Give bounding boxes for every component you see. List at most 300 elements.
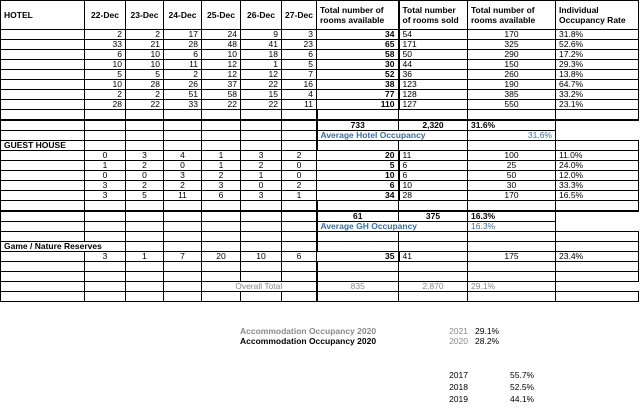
summary-label: Accommodation Occupancy 2020: [240, 336, 377, 346]
empty-cell: [164, 262, 202, 272]
empty-cell: [126, 222, 164, 232]
day-cell: 5: [126, 70, 164, 80]
history-year: 2017: [449, 370, 468, 380]
rate-cell: 16.5%: [556, 191, 639, 201]
empty-cell: [126, 211, 164, 222]
empty-cell: [317, 141, 399, 151]
day-cell: 7: [164, 252, 202, 262]
rooms-available-cell: 150: [468, 60, 556, 70]
empty-cell: [282, 120, 317, 131]
day-cell: 33: [164, 100, 202, 110]
game-reserves-title: Game / Nature Reserves: [1, 242, 126, 252]
empty-cell: [85, 141, 126, 151]
hotel-average-row: [1, 131, 639, 141]
empty-cell: [241, 222, 282, 232]
day-cell: 0: [282, 161, 317, 171]
day-cell: 22: [126, 100, 164, 110]
table-row: [1, 60, 639, 70]
empty-cell: [282, 292, 317, 302]
hotel-average-label: Average Hotel Occupancy: [317, 131, 468, 141]
day-cell: 3: [164, 171, 202, 181]
empty-cell: [164, 131, 202, 141]
rooms-sold-cell: 123: [399, 80, 468, 90]
total-available-cell: 20: [317, 151, 399, 161]
day-cell: 6: [282, 252, 317, 262]
empty-cell: [468, 110, 556, 121]
empty-cell: [468, 141, 556, 151]
empty-cell: [126, 141, 164, 151]
empty-cell: [1, 292, 85, 302]
empty-cell: [126, 120, 164, 131]
day-cell: 2: [164, 70, 202, 80]
rate-cell: 64.7%: [556, 80, 639, 90]
day-cell: 2: [85, 30, 126, 40]
day-header: 23-Dec: [126, 1, 164, 30]
rate-cell: 11.0%: [556, 151, 639, 161]
empty-cell: [241, 292, 282, 302]
empty-cell: [164, 120, 202, 131]
day-cell: 3: [85, 252, 126, 262]
table-row: [1, 100, 639, 110]
hotel-header: HOTEL: [1, 1, 85, 30]
gh-average-label: Average GH Occupancy: [317, 222, 468, 232]
table-row: [1, 50, 639, 60]
table-row: [1, 181, 639, 191]
history-rate: 44.1%: [510, 394, 535, 404]
empty-cell: [1, 222, 85, 232]
hotel-sold-total: 733: [317, 120, 399, 131]
empty-row: [1, 110, 639, 121]
empty-cell: [282, 131, 317, 141]
empty-cell: [164, 272, 202, 282]
empty-cell: [317, 262, 399, 272]
overall-rate: 29.1%: [468, 282, 556, 292]
day-cell: 28: [126, 80, 164, 90]
empty-cell: [164, 292, 202, 302]
table-row: [1, 151, 639, 161]
day-cell: 1: [241, 60, 282, 70]
total-available-cell: 38: [317, 80, 399, 90]
total-available-cell: 30: [317, 60, 399, 70]
empty-cell: [468, 242, 556, 252]
rate-cell: 23.4%: [556, 252, 639, 262]
empty-cell: [241, 272, 282, 282]
empty-cell: [85, 262, 126, 272]
empty-cell: [202, 141, 241, 151]
day-cell: 3: [202, 181, 241, 191]
rate-cell: 52.6%: [556, 40, 639, 50]
empty-cell: [1, 262, 85, 272]
rate-cell: 29.3%: [556, 60, 639, 70]
day-cell: 10: [241, 252, 282, 262]
summary-area: [0, 326, 640, 409]
day-header: 22-Dec: [85, 1, 126, 30]
empty-cell: [399, 292, 468, 302]
empty-cell: [317, 292, 399, 302]
empty-cell: [241, 262, 282, 272]
empty-cell: [282, 262, 317, 272]
rooms-sold-cell: 10: [399, 181, 468, 191]
rate-cell: 13.8%: [556, 70, 639, 80]
row-label: [1, 171, 85, 181]
empty-cell: [241, 131, 282, 141]
day-cell: 6: [85, 50, 126, 60]
empty-cell: [85, 110, 126, 121]
summary-year-muted: 2021: [449, 326, 468, 336]
rooms-sold-cell: 6: [399, 171, 468, 181]
row-label: [1, 60, 85, 70]
day-cell: 3: [241, 151, 282, 161]
summary-label-muted: Accommodation Occupancy 2020: [240, 326, 377, 336]
rooms-available-cell: 290: [468, 50, 556, 60]
table-row: [1, 252, 639, 262]
empty-cell: [399, 262, 468, 272]
empty-cell: [202, 211, 241, 222]
rooms-sold-cell: 28: [399, 191, 468, 201]
empty-cell: [202, 110, 241, 121]
history-rate: 52.5%: [510, 382, 535, 392]
rate-cell: 33.3%: [556, 181, 639, 191]
empty-cell: [1, 282, 85, 292]
section-row: [1, 141, 639, 151]
history-year: 2019: [449, 394, 468, 404]
empty-cell: [202, 201, 241, 212]
day-cell: 12: [241, 70, 282, 80]
empty-cell: [241, 232, 282, 242]
day-cell: 0: [164, 161, 202, 171]
total-available-cell: 10: [317, 171, 399, 181]
day-cell: 5: [282, 60, 317, 70]
total-available-header: Total number of rooms available: [317, 1, 399, 30]
day-cell: 4: [164, 151, 202, 161]
day-cell: 10: [126, 60, 164, 70]
summary-rate: 28.2%: [475, 336, 500, 346]
empty-cell: [241, 120, 282, 131]
table-row: [1, 90, 639, 100]
day-cell: 28: [85, 100, 126, 110]
empty-cell: [399, 201, 468, 212]
day-cell: 9: [241, 30, 282, 40]
empty-cell: [556, 242, 639, 252]
header-row: [1, 1, 639, 30]
day-header: 27-Dec: [282, 1, 317, 30]
day-cell: 2: [202, 171, 241, 181]
rooms-sold-cell: 41: [399, 252, 468, 262]
rooms-sold-cell: 11: [399, 151, 468, 161]
rate-cell: 33.2%: [556, 90, 639, 100]
hotel-rate-total: 31.6%: [468, 120, 556, 131]
table-row: [1, 40, 639, 50]
rooms-available-cell: 550: [468, 100, 556, 110]
overall-total-label: Overall Total: [202, 282, 317, 292]
day-cell: 11: [282, 100, 317, 110]
day-cell: 33: [85, 40, 126, 50]
rooms-available-cell: 260: [468, 70, 556, 80]
empty-cell: [202, 120, 241, 131]
individual-rate-header: Individual Occupancy Rate: [556, 1, 639, 30]
rooms-sold-cell: 171: [399, 40, 468, 50]
empty-cell: [282, 201, 317, 212]
empty-cell: [126, 272, 164, 282]
empty-cell: [399, 232, 468, 242]
empty-cell: [126, 292, 164, 302]
empty-cell: [202, 232, 241, 242]
day-cell: 17: [164, 30, 202, 40]
empty-cell: [126, 282, 164, 292]
table-row: [1, 80, 639, 90]
day-cell: 1: [126, 252, 164, 262]
day-cell: 6: [164, 50, 202, 60]
day-cell: 3: [85, 181, 126, 191]
day-cell: 10: [126, 50, 164, 60]
day-cell: 11: [164, 191, 202, 201]
day-cell: 10: [85, 60, 126, 70]
empty-cell: [317, 232, 399, 242]
total-available-cell: 58: [317, 50, 399, 60]
day-cell: 5: [85, 70, 126, 80]
overall-row: [1, 282, 639, 292]
empty-cell: [468, 232, 556, 242]
day-cell: 6: [202, 191, 241, 201]
section-row: [1, 242, 639, 252]
table-row: [1, 191, 639, 201]
rooms-available-cell: 325: [468, 40, 556, 50]
empty-cell: [556, 141, 639, 151]
empty-cell: [282, 242, 317, 252]
day-cell: 48: [202, 40, 241, 50]
day-cell: 4: [282, 90, 317, 100]
empty-cell: [317, 242, 399, 252]
empty-cell: [241, 211, 282, 222]
row-label: [1, 181, 85, 191]
rooms-sold-cell: 128: [399, 90, 468, 100]
empty-cell: [241, 110, 282, 121]
day-header: 26-Dec: [241, 1, 282, 30]
day-cell: 51: [164, 90, 202, 100]
empty-cell: [282, 232, 317, 242]
empty-cell: [1, 131, 85, 141]
empty-cell: [399, 110, 468, 121]
day-cell: 1: [202, 161, 241, 171]
gh-average-row: [1, 222, 639, 232]
empty-row: [1, 272, 639, 282]
table-row: [1, 70, 639, 80]
empty-cell: [556, 272, 639, 282]
day-cell: 2: [126, 161, 164, 171]
day-cell: 0: [126, 171, 164, 181]
rooms-available-cell: 50: [468, 171, 556, 181]
empty-cell: [317, 201, 399, 212]
empty-cell: [85, 282, 126, 292]
hotel-average-rate: 31.6%: [468, 131, 556, 141]
day-cell: 26: [164, 80, 202, 90]
rooms-available-cell: 170: [468, 191, 556, 201]
rooms-sold-cell: 50: [399, 50, 468, 60]
rate-cell: 23.1%: [556, 100, 639, 110]
empty-cell: [282, 211, 317, 222]
day-cell: 21: [126, 40, 164, 50]
empty-cell: [85, 201, 126, 212]
rooms-available-cell: 385: [468, 90, 556, 100]
rooms-sold-cell: 44: [399, 60, 468, 70]
empty-cell: [126, 262, 164, 272]
row-label: [1, 40, 85, 50]
total-available-cell: 34: [317, 191, 399, 201]
day-cell: 1: [282, 191, 317, 201]
empty-cell: [202, 242, 241, 252]
empty-row: [1, 201, 639, 212]
rooms-sold-header: Total number of rooms sold: [399, 1, 468, 30]
empty-cell: [556, 232, 639, 242]
empty-cell: [1, 201, 85, 212]
empty-cell: [317, 110, 399, 121]
empty-cell: [164, 141, 202, 151]
empty-cell: [556, 110, 639, 121]
total-available-cell: 110: [317, 100, 399, 110]
gh-rate-total: 16.3%: [468, 211, 556, 222]
total-available-cell: 77: [317, 90, 399, 100]
gh-totals-row: [1, 211, 639, 222]
total-available-cell: 52: [317, 70, 399, 80]
empty-row: [1, 232, 639, 242]
empty-cell: [1, 232, 85, 242]
day-cell: 2: [282, 151, 317, 161]
rooms-available-cell: 25: [468, 161, 556, 171]
day-cell: 3: [241, 191, 282, 201]
rooms-sold-cell: 36: [399, 70, 468, 80]
empty-cell: [164, 211, 202, 222]
day-cell: 23: [282, 40, 317, 50]
row-label: [1, 30, 85, 40]
gh-available-total: 375: [399, 211, 468, 222]
day-cell: 24: [202, 30, 241, 40]
row-label: [1, 100, 85, 110]
empty-cell: [1, 272, 85, 282]
day-cell: 0: [85, 151, 126, 161]
empty-cell: [1, 211, 85, 222]
summary-year: 2020: [449, 336, 468, 346]
total-available-cell: 34: [317, 30, 399, 40]
table-row: [1, 171, 639, 181]
row-label: [1, 50, 85, 60]
hotel-totals-row: [1, 120, 639, 131]
empty-cell: [317, 272, 399, 282]
day-cell: 18: [241, 50, 282, 60]
row-label: [1, 161, 85, 171]
day-cell: 22: [202, 100, 241, 110]
day-cell: 12: [202, 70, 241, 80]
overall-available: 2,870: [399, 282, 468, 292]
empty-cell: [164, 232, 202, 242]
day-cell: 10: [202, 50, 241, 60]
history-rate: 55.7%: [510, 370, 535, 380]
day-header: 25-Dec: [202, 1, 241, 30]
rate-cell: 12.0%: [556, 171, 639, 181]
day-cell: 10: [85, 80, 126, 90]
gh-average-rate: 16.3%: [468, 222, 556, 232]
summary-rate-muted: 29.1%: [475, 326, 500, 336]
empty-cell: [241, 141, 282, 151]
table-row: [1, 30, 639, 40]
day-cell: 0: [85, 171, 126, 181]
empty-cell: [282, 141, 317, 151]
empty-cell: [85, 292, 126, 302]
rate-cell: 17.2%: [556, 50, 639, 60]
day-cell: 58: [202, 90, 241, 100]
day-cell: 0: [282, 171, 317, 181]
empty-cell: [202, 131, 241, 141]
empty-cell: [126, 242, 164, 252]
rooms-available-cell: 30: [468, 181, 556, 191]
rooms-sold-cell: 6: [399, 161, 468, 171]
rooms-available-cell: 175: [468, 252, 556, 262]
row-label: [1, 80, 85, 90]
empty-cell: [164, 110, 202, 121]
empty-cell: [164, 201, 202, 212]
day-cell: 16: [282, 80, 317, 90]
day-cell: 1: [241, 171, 282, 181]
day-cell: 7: [282, 70, 317, 80]
table-row: [1, 161, 639, 171]
day-cell: 0: [241, 181, 282, 191]
total-available-cell: 65: [317, 40, 399, 50]
day-cell: 2: [126, 181, 164, 191]
empty-cell: [202, 292, 241, 302]
total-available-cell: 5: [317, 161, 399, 171]
day-cell: 12: [202, 60, 241, 70]
rooms-available-cell: 190: [468, 80, 556, 90]
empty-cell: [85, 222, 126, 232]
empty-cell: [85, 120, 126, 131]
empty-cell: [164, 222, 202, 232]
day-cell: 2: [126, 30, 164, 40]
day-cell: 28: [164, 40, 202, 50]
empty-cell: [202, 272, 241, 282]
day-cell: 3: [282, 30, 317, 40]
empty-cell: [399, 242, 468, 252]
empty-cell: [202, 222, 241, 232]
guest-house-title: GUEST HOUSE: [1, 141, 85, 151]
history-year: 2018: [449, 382, 468, 392]
empty-cell: [202, 262, 241, 272]
hotel-available-total: 2,320: [399, 120, 468, 131]
day-header: 24-Dec: [164, 1, 202, 30]
empty-cell: [126, 110, 164, 121]
empty-cell: [241, 242, 282, 252]
row-label: [1, 191, 85, 201]
empty-cell: [399, 272, 468, 282]
day-cell: 2: [126, 90, 164, 100]
rooms-available-cell: 100: [468, 151, 556, 161]
rooms-sold-cell: 54: [399, 30, 468, 40]
empty-cell: [85, 232, 126, 242]
rooms-sold-cell: 127: [399, 100, 468, 110]
row-label: [1, 90, 85, 100]
empty-cell: [282, 222, 317, 232]
empty-cell: [85, 272, 126, 282]
empty-cell: [1, 120, 85, 131]
day-cell: 3: [126, 151, 164, 161]
day-cell: 11: [164, 60, 202, 70]
day-cell: 15: [241, 90, 282, 100]
day-cell: 6: [282, 50, 317, 60]
empty-cell: [399, 141, 468, 151]
empty-cell: [556, 262, 639, 272]
empty-row: [1, 292, 639, 302]
row-label: [1, 252, 85, 262]
empty-cell: [85, 131, 126, 141]
empty-cell: [556, 201, 639, 212]
